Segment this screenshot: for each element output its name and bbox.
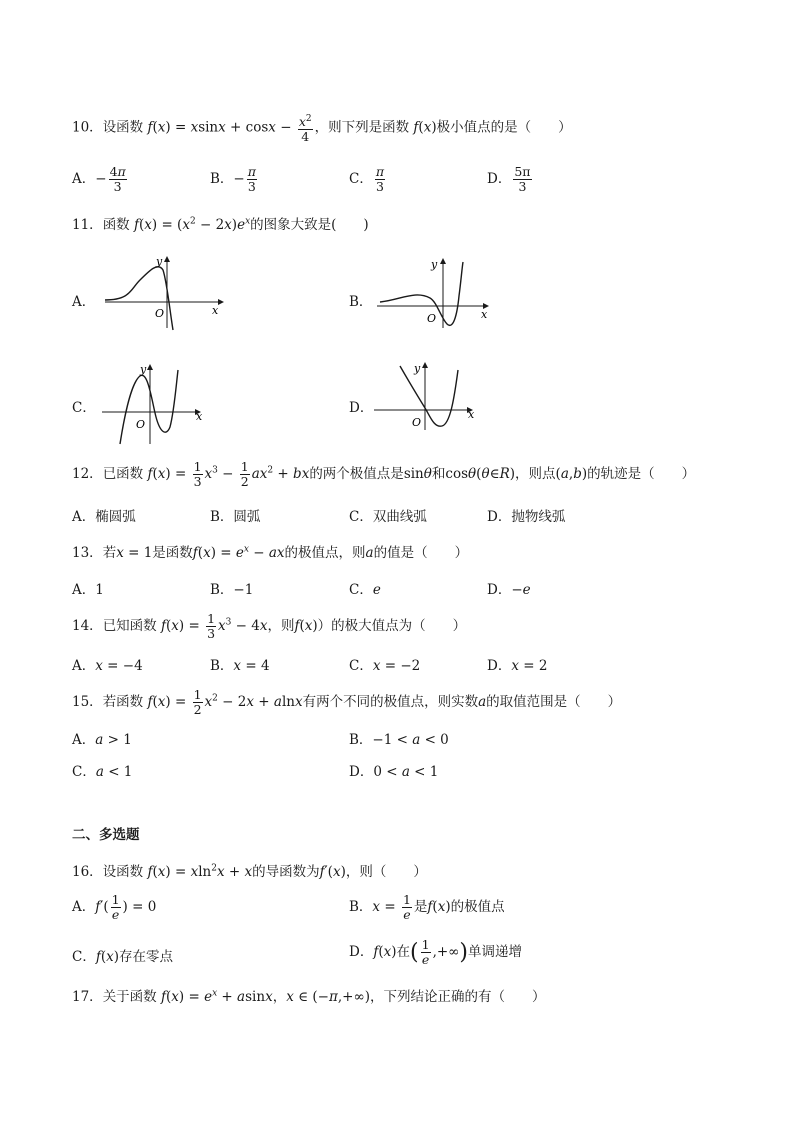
q12-option-d[interactable]: D．抛物线弧 <box>487 509 566 525</box>
q10-option-a[interactable]: A．− $\frac{4\pi}{3}$ <box>72 164 126 194</box>
q12-option-c[interactable]: C．双曲线弧 <box>349 509 427 525</box>
question-11: 11．函数 $f(x) = (x^2 - 2x)e^x$的图象大致是( ) <box>72 216 369 233</box>
q16-option-c[interactable]: C．f(x)存在零点 <box>72 949 174 965</box>
q15-option-d[interactable]: D．0 < a < 1 <box>349 764 439 780</box>
svg-text:y: y <box>140 363 147 376</box>
q11-graph-c <box>100 362 210 447</box>
q11-graph-b <box>375 256 500 331</box>
axis-x-label: x <box>212 304 219 317</box>
q11-option-b[interactable]: B． <box>349 294 373 310</box>
q16-option-b[interactable]: B．x = $\frac{1}{e}$ 是f(x)的极值点 <box>349 892 505 922</box>
axis-y-label: y <box>156 255 163 268</box>
q11-graph-a <box>100 252 230 332</box>
q10-option-c[interactable]: C． $\frac{\pi}{3}$ <box>349 164 385 194</box>
q15-option-a[interactable]: A．a > 1 <box>72 732 132 748</box>
question-10: 10．设函数 f(x) = xsinx + cosx − $\frac{x^2}{4}$ ，则下列是函数 f(x)极小值点的是（ ） <box>72 114 572 145</box>
q13-option-c[interactable]: C．e <box>349 582 381 598</box>
question-16: 16．设函数 f(x) = xln$^2$x + x的导函数为f′(x)，则（ ） <box>72 863 427 880</box>
q14-option-c[interactable]: C．x = −2 <box>349 658 421 674</box>
q11-option-c[interactable]: C． <box>72 400 96 416</box>
q12-option-b[interactable]: B．圆弧 <box>210 509 261 525</box>
q15-option-b[interactable]: B．−1 < a < 0 <box>349 732 449 748</box>
question-15: 15．若函数 f(x) = $\frac{1}{2}$ $x^2 - 2x + alnx$有两个不同的极值点，则实数a的取值范围是（ ） <box>72 687 622 717</box>
q11-option-a[interactable]: A． <box>72 294 96 310</box>
q10-option-b[interactable]: B．− $\frac{\pi}{3}$ <box>210 164 256 194</box>
svg-text:y: y <box>414 362 421 375</box>
q15-option-c[interactable]: C．a < 1 <box>72 764 133 780</box>
svg-text:O: O <box>412 416 422 429</box>
q11-graph-d <box>372 360 482 432</box>
svg-text:x: x <box>481 308 488 321</box>
svg-text:O: O <box>136 418 146 431</box>
q14-option-a[interactable]: A．x = −4 <box>72 658 143 674</box>
origin-label: O <box>155 307 165 320</box>
q13-option-b[interactable]: B．−1 <box>210 582 254 598</box>
question-14: 14．已知函数 f(x) = $\frac{1}{3}$ $x^3 - 4x$，则f(x)）的极大值点为（ ） <box>72 611 467 641</box>
q16-option-a[interactable]: A．f′( $\frac{1}{e}$ ) = 0 <box>72 892 157 922</box>
svg-text:x: x <box>468 408 475 421</box>
q16-option-d[interactable]: D．f(x)在( $\frac{1}{e}$ ,+∞)单调递增 <box>349 937 523 967</box>
q13-option-a[interactable]: A．1 <box>72 582 104 598</box>
question-12: 12．已函数 f(x) = $\frac{1}{3}$ $x^3$ − $\frac{1}{2}$ $ax^2$ + bx的两个极值点是sinθ和cosθ(θ∈R)，则点(a,b)的轨迹是（ ） <box>72 459 696 489</box>
question-17: 17．关于函数 $f(x) = e^x + asinx$，x ∈ (−π,+∞)，下列结论正确的有（ ） <box>72 988 546 1005</box>
q11-option-d[interactable]: D． <box>349 400 374 416</box>
q14-option-b[interactable]: B．x = 4 <box>210 658 270 674</box>
q13-option-d[interactable]: D．−e <box>487 582 531 598</box>
q10-option-d[interactable]: D． $\frac{5\pi}{3}$ <box>487 164 531 194</box>
section-title: 二、多选题 <box>72 827 140 843</box>
svg-text:O: O <box>427 312 437 325</box>
question-13: 13．若x = 1是函数$f(x) = e^x$ − ax的极值点，则a的值是（ ） <box>72 544 469 561</box>
svg-text:y: y <box>431 258 438 271</box>
q14-option-d[interactable]: D．x = 2 <box>487 658 548 674</box>
q12-option-a[interactable]: A．椭圆弧 <box>72 509 136 525</box>
svg-text:x: x <box>196 410 203 423</box>
